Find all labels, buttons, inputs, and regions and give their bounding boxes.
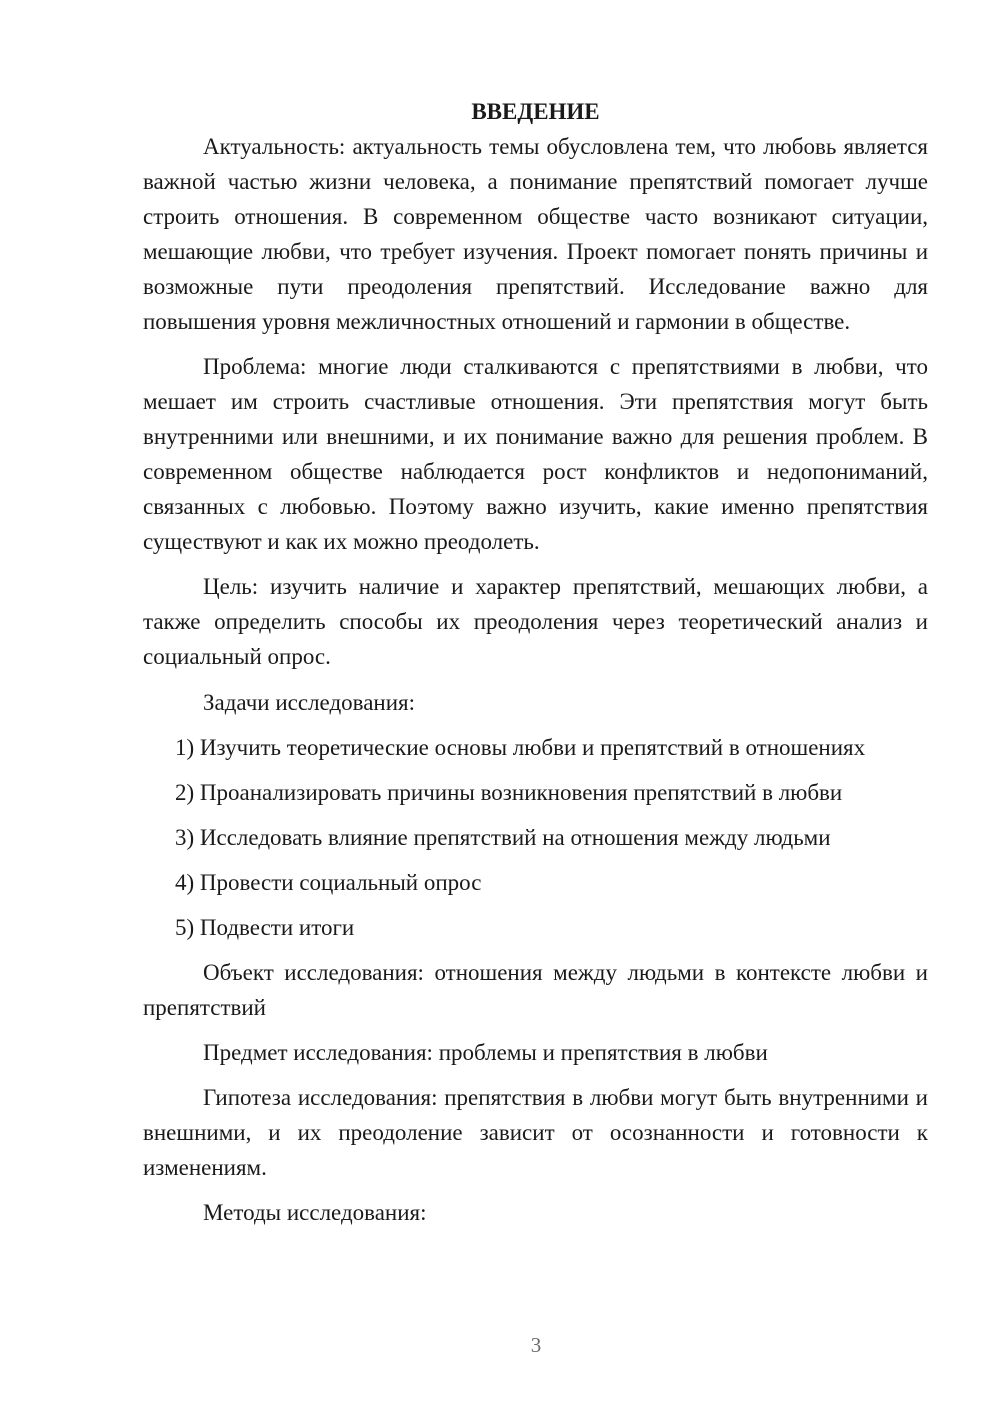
- hypothesis-paragraph: Гипотеза исследования: препятствия в любви могут быть внутренними и внешними, и их преодоление зависит от осознанности и готовности к изменениям.: [143, 1085, 928, 1180]
- list-item: 5) Подвести итоги: [175, 915, 355, 940]
- subject-paragraph: Предмет исследования: проблемы и препятствия в любви: [203, 1040, 768, 1065]
- page-number: 3: [530, 1333, 542, 1357]
- tasks-heading: Задачи исследования:: [203, 690, 416, 715]
- relevance-paragraph: Актуальность: актуальность темы обусловлена тем, что любовь является важной частью жизни человека, а понимание препятствий помогает лучше строить отношения. В современном обществе часто возникают ситуации, мешающие любви, что требует изучения. Проект помогает понять причины и возможные пути преодоления препятствий. Исследование важно для повышения уровня межличностных отношений и гармонии в обществе.: [143, 134, 928, 334]
- list-item: 2) Проанализировать причины возникновения препятствий в любви: [175, 780, 843, 805]
- page-title: ВВЕДЕНИЕ: [471, 99, 600, 124]
- goal-paragraph: Цель: изучить наличие и характер препятствий, мешающих любви, а также определить способы их преодоления через теоретический анализ и социальный опрос.: [143, 574, 928, 669]
- list-item: 1) Изучить теоретические основы любви и препятствий в отношениях: [175, 735, 866, 760]
- methods-heading: Методы исследования:: [203, 1200, 427, 1225]
- problem-paragraph: Проблема: многие люди сталкиваются с препятствиями в любви, что мешает им строить счастливые отношения. Эти препятствия могут быть внутренними или внешними, и их понимание важно для решения проблем. В современном обществе наблюдается рост конфликтов и недопониманий, связанных с любовью. Поэтому важно изучить, какие именно препятствия существуют и как их можно преодолеть.: [143, 354, 928, 554]
- object-paragraph: Объект исследования: отношения между людьми в контексте любви и препятствий: [143, 960, 928, 1020]
- list-item: 3) Исследовать влияние препятствий на отношения между людьми: [175, 825, 831, 850]
- document-page: [143, 94, 928, 1230]
- tasks-list: [143, 730, 928, 945]
- list-item: 4) Провести социальный опрос: [175, 870, 482, 895]
